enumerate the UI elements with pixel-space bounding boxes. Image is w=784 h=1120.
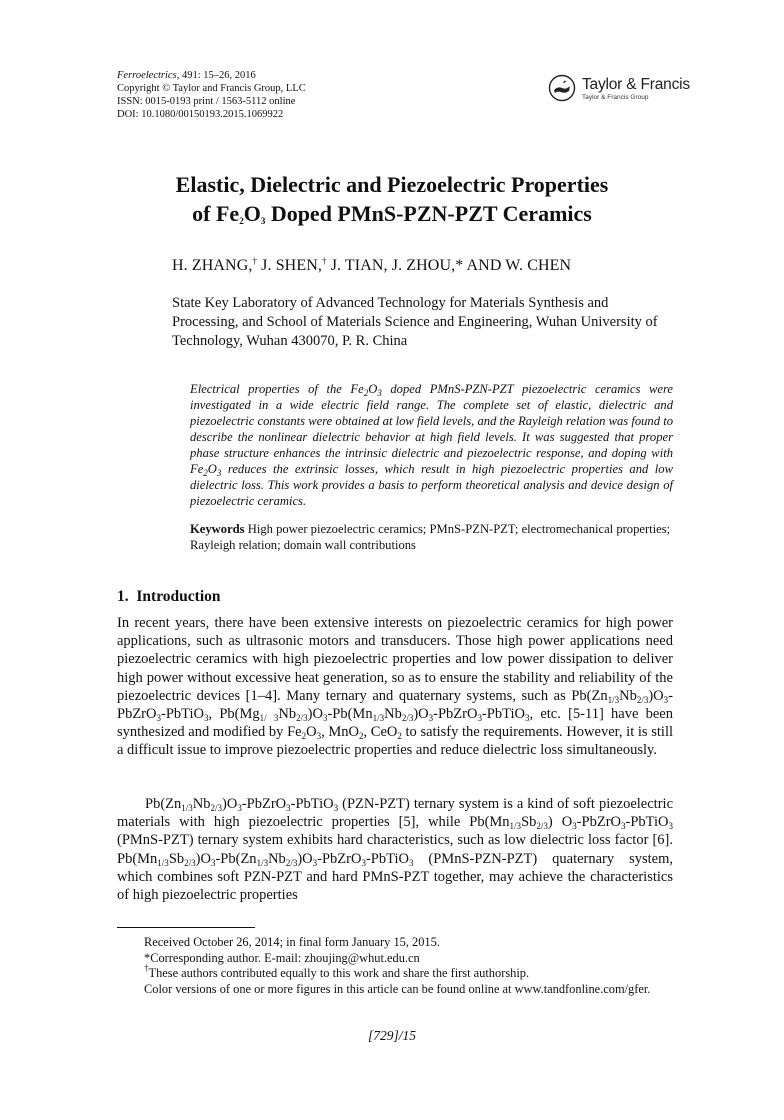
- keywords: [190, 521, 673, 553]
- subscript: 3: [210, 857, 216, 868]
- body-text: Nb: [619, 687, 637, 704]
- abstract-text: O: [368, 382, 378, 396]
- subscript: 3: [663, 694, 669, 705]
- body-text: to satisfy the requirements. However, it is still a difficult issue to improve piezoelectric properties and reduce dielectric loss simultaneously.: [117, 724, 673, 759]
- body-text: (PMnS-PZT) ternary system exhibits hard characteristics, such as low dielectric loss factor [6]. Pb(Mn: [117, 832, 673, 867]
- body-text: -PbZrO: [117, 687, 673, 723]
- lamp-logo-icon: [548, 74, 576, 102]
- body-text: -PbTiO: [290, 796, 334, 812]
- abstract-text: O: [207, 462, 217, 476]
- subscript: 1/3: [256, 857, 269, 868]
- author: J. TIAN, J. ZHOU,* AND W. CHEN: [326, 257, 572, 274]
- body-text: -PbZrO: [241, 796, 287, 812]
- body-text: Nb: [192, 796, 211, 812]
- author: J. SHEN,: [257, 257, 322, 274]
- body-text: )O: [195, 850, 211, 867]
- body-text: , Pb(Mg: [208, 706, 260, 723]
- abstract-text: Electrical properties of the Fe: [190, 382, 364, 396]
- page-number: [729]/15: [367, 1028, 416, 1043]
- keywords-text: High power piezoelectric ceramics; PMnS-PZN-PZT; electromechanical properties; Rayleigh relation; domain wall contributions: [190, 522, 671, 552]
- footnote-color-versions: Color versions of one or more figures in this article can be found online at www.tandfonline.com/gfer.: [144, 981, 651, 996]
- subscript: 3: [316, 731, 322, 742]
- affiliation: State Key Laboratory of Advanced Technology for Materials Synthesis and Processing, and School of Materials Science and Engineering, Wuhan University of Technology, Wuhan 430070, P. R. China: [172, 295, 658, 349]
- body-text: )O: [648, 687, 664, 704]
- subscript: 2/3: [285, 857, 298, 868]
- section-title: Introduction: [136, 588, 221, 605]
- subscript: 2: [397, 731, 402, 742]
- body-text: -PbZrO: [433, 706, 478, 723]
- publisher-group: Taylor & Francis Group: [582, 94, 649, 101]
- subscript: 3: [428, 713, 434, 724]
- footnote-received: Received October 26, 2014; in final form January 15, 2015.: [144, 935, 440, 949]
- body-text: (PZN-PZT) ternary system is a kind of soft piezoelectric materials with high piezoelectric properties [5], while Pb(Mn: [117, 796, 673, 831]
- subscript: 3: [333, 803, 339, 813]
- body-text: Nb: [384, 706, 402, 723]
- body-text: )O: [413, 706, 429, 723]
- body-text: In recent years, there have been extensive interests on piezoelectric ceramics for high power applications, such as ultrasonic motors and transducers. Those high power applications need piezoelectric ceramics with high piezoelectric properties and low power dissipation to deliver high power without excessive heat generation, so as to ensure the stability and reliability of the piezoelectric devices [1–4]. Many ternary and quaternary systems, such as Pb(Zn: [117, 615, 673, 704]
- body-text: O: [306, 724, 317, 741]
- subscript: 2: [358, 731, 364, 742]
- subscript: 1/3: [181, 803, 193, 813]
- body-text: , CeO: [363, 724, 398, 741]
- body-text: ) O: [547, 814, 573, 831]
- body-text: Nb: [278, 706, 297, 723]
- subscript: 3: [286, 803, 291, 813]
- subscript: 1/3: [607, 694, 620, 705]
- subscript: 2: [301, 731, 307, 742]
- subscript: 3: [408, 857, 414, 868]
- subscript: 3: [156, 713, 161, 724]
- title-line-1: Elastic, Dielectric and Piezoelectric Properties: [175, 172, 609, 197]
- subscript: 3: [312, 857, 318, 868]
- subscript: 2/3: [210, 803, 223, 813]
- footnotes: [117, 935, 673, 997]
- journal-volume: , 491: 15–26, 2016: [176, 70, 256, 81]
- abstract-text: reduces the extrinsic losses, which result in high piezoelectric properties and low dielectric loss. This work provides a basis to perform theoretical analysis and device design of piezoelectric ceramics.: [190, 462, 673, 508]
- publisher-logo: [548, 74, 690, 104]
- abstract: [190, 381, 673, 509]
- journal-citation: [117, 69, 306, 82]
- body-text: Nb: [268, 850, 286, 867]
- body-text: -Pb(Zn: [215, 850, 257, 867]
- subscript: 3: [361, 857, 366, 868]
- author: H. ZHANG,: [172, 257, 253, 274]
- body-text: -PbTiO: [160, 706, 204, 723]
- section-number: 1.: [117, 588, 129, 605]
- subscript: 3: [477, 713, 482, 724]
- body-text: )O: [297, 850, 313, 867]
- body-text: -PbZrO: [576, 814, 621, 831]
- subscript: 3: [322, 713, 328, 724]
- subscript: 2/3: [536, 821, 548, 832]
- keywords-label: Keywords: [190, 522, 245, 536]
- subscript: 1/3: [372, 713, 385, 724]
- body-text: -PbTiO: [365, 850, 409, 867]
- subscript: 3: [260, 216, 266, 226]
- footnote-corresponding: *Corresponding author. E-mail: zhoujing@whut.edu.cn: [144, 950, 420, 965]
- subscript: 3: [237, 803, 242, 813]
- footnote-rule: [117, 927, 255, 928]
- paper-title: [80, 170, 704, 228]
- body-text: -PbTiO: [625, 814, 669, 831]
- subscript: 2: [363, 388, 369, 398]
- dagger-mark: †: [252, 256, 258, 266]
- subscript: 2: [203, 468, 208, 478]
- body-text: -Pb(Mn: [327, 706, 373, 723]
- title-text: of Fe: [192, 201, 240, 226]
- doi-line: DOI: 10.1080/00150193.2015.1069922: [117, 109, 284, 120]
- publisher-name: Taylor & Francis: [582, 76, 690, 93]
- section-heading: [117, 588, 221, 606]
- subscript: 3: [572, 821, 577, 832]
- subscript: 3: [621, 821, 626, 832]
- subscript: 2: [239, 216, 244, 226]
- dagger-mark: †: [321, 256, 327, 266]
- subscript: 1/3: [157, 857, 169, 868]
- body-text: , MnO: [321, 724, 359, 741]
- subscript: 2/3: [184, 857, 196, 868]
- journal-header: [117, 69, 306, 121]
- subscript: 2/3: [296, 713, 308, 724]
- subscript: 3: [216, 468, 222, 478]
- footnote-equal-contribution: [117, 963, 673, 982]
- subscript: 3: [668, 821, 673, 832]
- abstract-text: doped PMnS-PZN-PZT piezoelectric ceramics were investigated in a wide electric field range. The complete set of elastic, dielectric and piezoelectric constants were obtained at low field levels, and the Rayleigh relation was found to describe the nonlinear dielectric behavior at high field levels. It was suggested that proper phase structure enhances the intrinsic dielectric and piezoelectric response, and doping with Fe: [190, 382, 673, 476]
- body-text: Sb: [168, 850, 185, 867]
- title-text: O: [243, 201, 261, 226]
- journal-name: Ferroelectrics: [117, 70, 177, 81]
- footnote-text: These authors contributed equally to this work and share the first authorship.: [148, 966, 530, 980]
- body-text: -PbTiO: [481, 706, 525, 723]
- body-text: -PbZrO: [317, 850, 362, 867]
- title-text: Doped PMnS-PZN-PZT Ceramics: [265, 201, 592, 226]
- body-text: )O: [307, 706, 323, 723]
- body-text: (PMnS-PZN-PZT) quaternary system, which combines soft PZN-PZT and hard PMnS-PZT together, may achieve the characteristics of high piezoelectric properties: [117, 850, 673, 904]
- subscript: 1/: [259, 713, 267, 724]
- subscript: 2/3: [401, 713, 414, 724]
- copyright-line: Copyright © Taylor and Francis Group, LLC: [117, 83, 306, 94]
- subscript: 3: [524, 713, 530, 724]
- body-text: )O: [222, 796, 238, 812]
- subscript: 2/3: [636, 694, 649, 705]
- subscript: 3: [203, 713, 209, 724]
- issn-line: ISSN: 0015-0193 print / 1563-5112 online: [117, 96, 296, 107]
- body-text: , etc. [5-11] have been synthesized and modified by Fe: [117, 706, 673, 741]
- paragraph-2: [117, 795, 673, 904]
- body-text: Sb: [521, 814, 537, 831]
- dagger-mark: †: [144, 963, 149, 973]
- paragraph-2-indent: [117, 795, 673, 904]
- subscript: 3: [273, 713, 279, 724]
- author-list: [172, 256, 571, 276]
- subscript: 1/3: [509, 821, 522, 832]
- paragraph-1: [117, 614, 673, 760]
- subscript: 3: [377, 388, 382, 398]
- body-text: Pb(Zn: [145, 796, 182, 812]
- title-line-2: [80, 199, 704, 228]
